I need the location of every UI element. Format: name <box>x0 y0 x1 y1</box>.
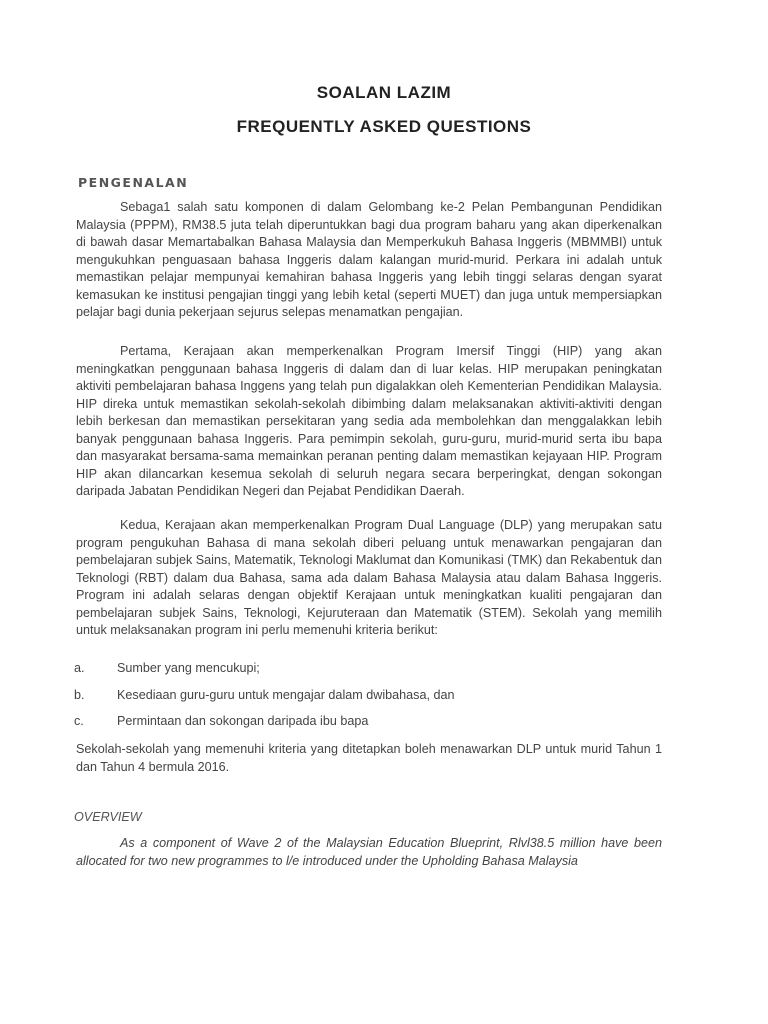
list-marker: a. <box>74 661 85 675</box>
intro-paragraph-4: Sekolah-sekolah yang memenuhi kriteria yang ditetapkan boleh menawarkan DLP untuk murid Tahun 1 dan Tahun 4 bermula 2016. <box>76 742 662 774</box>
criteria-list-item <box>74 688 454 702</box>
intro-paragraph-2 <box>76 343 662 501</box>
list-item-text: Sumber yang mencukupi; <box>117 661 260 675</box>
section-heading-overview: OVERVIEW <box>74 810 142 824</box>
list-marker: c. <box>74 714 84 728</box>
overview-paragraph-1 <box>76 835 662 870</box>
list-item-text: Kesediaan guru-guru untuk mengajar dalam dwibahasa, dan <box>117 688 455 702</box>
page-title-malay: SOALAN LAZIM <box>316 83 452 102</box>
intro-paragraph-2-text: Pertama, Kerajaan akan memperkenalkan Program Imersif Tinggi (HIP) yang akan meningkatkan penggunaan bahasa Inggeris di dalam dan di luar kelas. HIP merupakan peningkatan aktiviti pembelajaran bahasa Inggens yang telah pun digalakkan oleh Kementerian Pendidikan Malaysia. HIP direka untuk memastikan sekolah-sekolah dibimbing dalam melaksanakan aktiviti-aktiviti dengan lebih berkesan dan memastikan persekitaran yang sedia ada membolehkan dan menggalakkan lebih banyak penggunaan bahasa Inggeris. Para pemimpin sekolah, guru-guru, murid-murid serta ibu bapa dan masyarakat bersama-sama memainkan peranan penting dalam memastikan kejayaan HIP. Program HIP akan dilancarkan kesemua sekolah di seluruh negara secara berperingkat, dengan sokongan daripada Jabatan Pendidikan Negeri dan Pejabat Pendidikan Daerah. <box>76 344 662 498</box>
intro-paragraph-1 <box>76 199 662 322</box>
criteria-list-item <box>74 661 260 675</box>
list-item-text: Permintaan dan sokongan daripada ibu bapa <box>117 714 369 728</box>
intro-paragraph-1-text: Sebaga1 salah satu komponen di dalam Gelombang ke-2 Pelan Pembangunan Pendidikan Malaysia (PPPM), RM38.5 juta telah diperuntukkan bagi dua program baharu yang akan diperkenalkan di bawah dasar Memartabalkan Bahasa Malaysia dan Memperkukuh Bahasa Inggeris (MBMMBI) untuk mengukuhkan penguasaan bahasa Inggeris dalam kalangan murid-murid. Perkara ini adalah untuk memastikan pelajar mempunyai kemahiran bahasa Inggeris yang lebih tinggi selaras dengan syarat kemasukan ke institusi pengajian tinggi yang lebih ketal (seperti MUET) dan juga untuk mempersiapkan pelajar bagi dunia pekerjaan sejurus selepas menamatkan pengajian. <box>76 200 662 319</box>
criteria-list-item <box>74 714 368 728</box>
section-heading-intro: PENGENALAN <box>78 175 189 190</box>
page-title-english: FREQUENTLY ASKED QUESTIONS <box>236 117 532 136</box>
overview-paragraph-1-text: As a component of Wave 2 of the Malaysian Education Blueprint, Rlvl38.5 million have been allocated for two new programmes to l/e introduced under the Upholding Bahasa Malaysia <box>76 836 662 868</box>
intro-paragraph-3-text: Kedua, Kerajaan akan memperkenalkan Program Dual Language (DLP) yang merupakan satu program pengukuhan Bahasa di mana sekolah diberi peluang untuk menawarkan pengajaran dan pembelajaran subjek Sains, Matematik, Teknologi Maklumat dan Komunikasi (TMK) dan Rekabentuk dan Teknologi (RBT) dalam dua Bahasa, sama ada dalam Bahasa Malaysia atau dalam Bahasa Inggeris. Program ini adalah selaras dengan objektif Kerajaan untuk meningkatkan kualiti pengajaran dan pembelajaran subjek Sains, Teknologi, Kejuruteraan dan Matematik (STEM). Sekolah yang memilih untuk melaksanakan program ini perlu memenuhi kriteria berikut: <box>76 518 662 637</box>
intro-paragraph-3 <box>76 517 662 640</box>
list-marker: b. <box>74 688 85 702</box>
